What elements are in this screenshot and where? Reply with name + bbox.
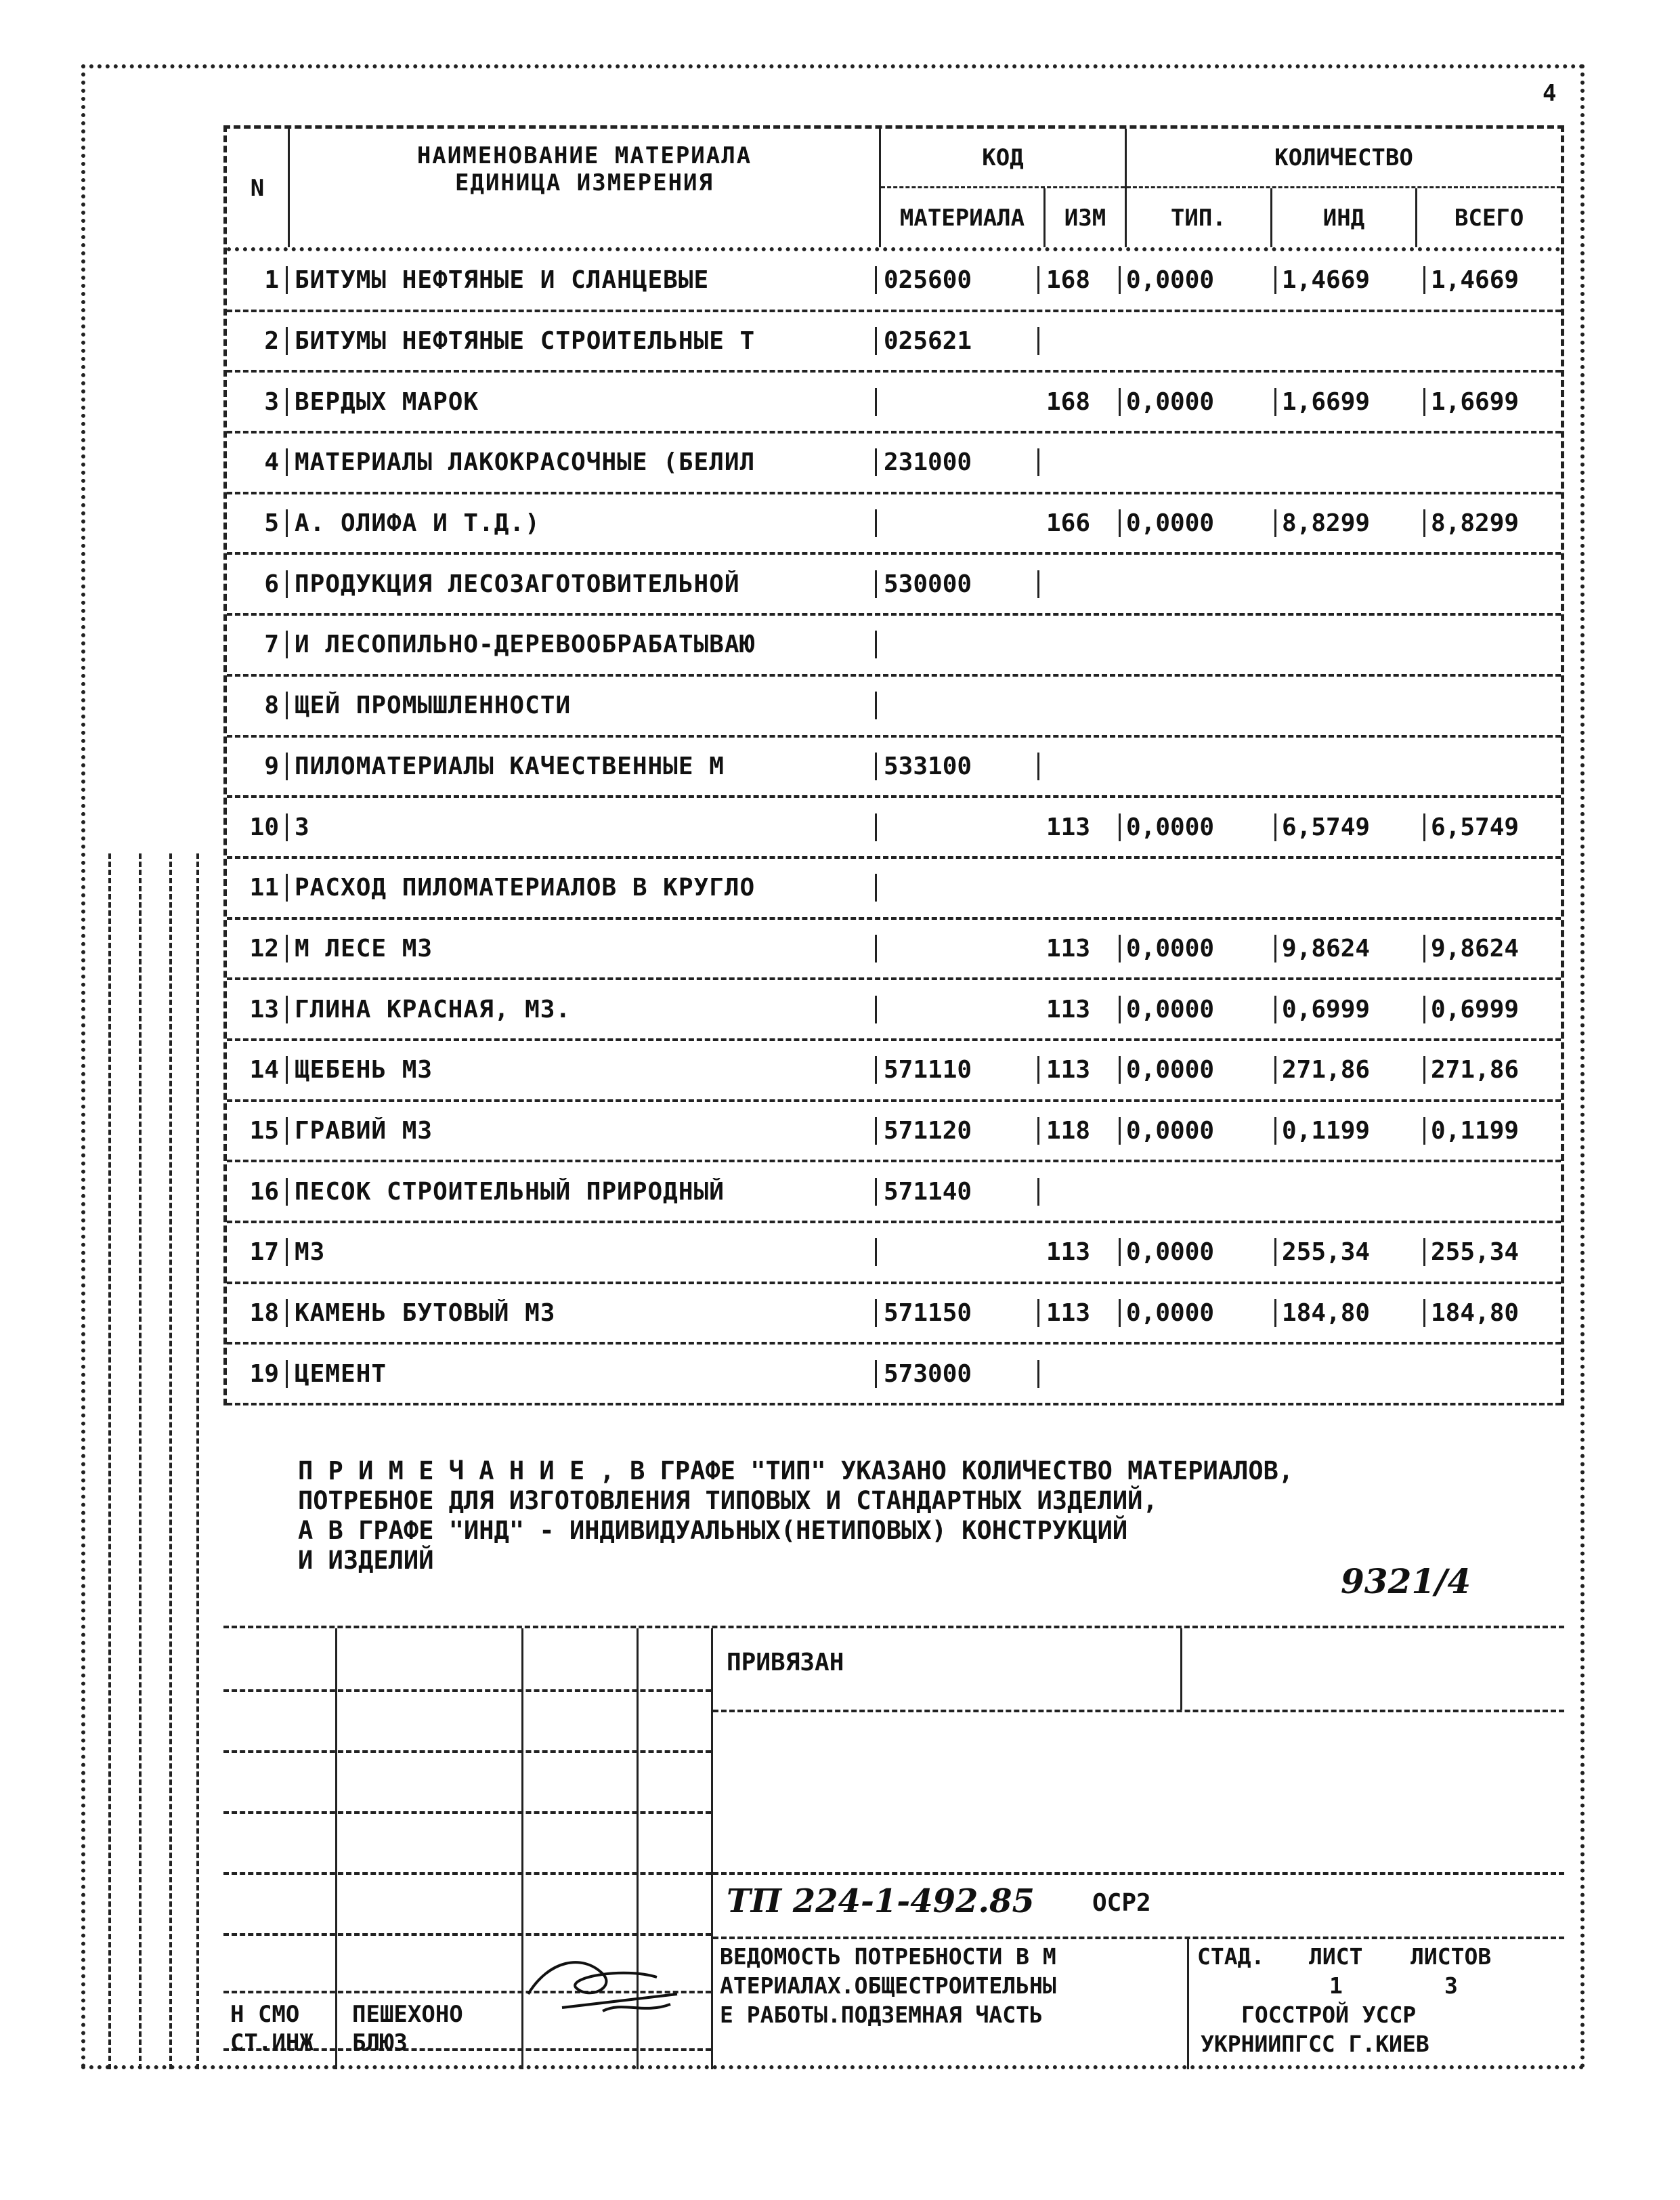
header-quantity-title: КОЛИЧЕСТВО xyxy=(1127,129,1561,188)
material-name: ЩЕБЕНЬ М3 xyxy=(288,1056,877,1084)
qty-type: 0,0000 xyxy=(1121,935,1276,962)
material-name: ГЛИНА КРАСНАЯ, М3. xyxy=(288,996,877,1023)
header-code xyxy=(881,129,1127,247)
qty-ind: 184,80 xyxy=(1276,1299,1425,1327)
row-number: 7 xyxy=(227,631,288,658)
header-code-material: МАТЕРИАЛА xyxy=(881,188,1046,247)
material-name: ПРОДУКЦИЯ ЛЕСОЗАГОТОВИТЕЛЬНОЙ xyxy=(288,570,877,598)
row-number: 15 xyxy=(227,1117,288,1145)
material-name: КАМЕНЬ БУТОВЫЙ М3 xyxy=(288,1299,877,1327)
signature-grid xyxy=(223,1628,711,2069)
material-code: 231000 xyxy=(877,448,1039,476)
qty-type: 0,0000 xyxy=(1121,1056,1276,1084)
stamp-number: 9321/4 xyxy=(1341,1561,1471,1601)
material-code: 025600 xyxy=(877,266,1039,294)
row-number: 14 xyxy=(227,1056,288,1084)
qty-ind: 8,8299 xyxy=(1276,509,1425,537)
header-qty-ind: ИНД xyxy=(1272,188,1418,247)
qty-total: 6,5749 xyxy=(1431,813,1520,841)
material-code: 025621 xyxy=(877,327,1039,355)
row-number: 17 xyxy=(227,1238,288,1266)
org-line-1: ГОССТРОЙ УССР xyxy=(1241,2002,1417,2028)
qty-type: 0,0000 xyxy=(1121,509,1276,537)
note-block xyxy=(298,1456,1517,1575)
unit-code: 113 xyxy=(1039,935,1121,962)
note-line: И ИЗДЕЛИЙ xyxy=(298,1546,434,1575)
qty-type: 0,0000 xyxy=(1121,813,1276,841)
header-name-line2: ЕДИНИЦА ИЗМЕРЕНИЯ xyxy=(455,169,714,196)
qty-type: 0,0000 xyxy=(1121,996,1276,1023)
table-row xyxy=(227,1223,1561,1284)
table-row xyxy=(227,373,1561,433)
table-row xyxy=(227,1041,1561,1102)
note-line: ПОТРЕБНОЕ ДЛЯ ИЗГОТОВЛЕНИЯ ТИПОВЫХ И СТАНДАРТНЫХ ИЗДЕЛИЙ, xyxy=(298,1486,1158,1515)
material-code: 533100 xyxy=(877,753,1039,780)
material-name: ЩЕЙ ПРОМЫШЛЕННОСТИ xyxy=(288,692,877,719)
doc-title-2: АТЕРИАЛАХ.ОБЩЕСТРОИТЕЛЬНЫ xyxy=(720,1972,1056,1999)
table-row xyxy=(227,1284,1561,1345)
note-line: А В ГРАФЕ "ИНД" - ИНДИВИДУАЛЬНЫХ(НЕТИПОВЫХ) КОНСТРУКЦИЙ xyxy=(298,1516,1128,1545)
sheet-value: 1 xyxy=(1329,1972,1343,1999)
material-name: М3 xyxy=(288,1238,877,1266)
qty-total: 1,4669 xyxy=(1431,266,1520,295)
qty-ind: 0,1199 xyxy=(1276,1117,1425,1145)
unit-code: 168 xyxy=(1039,266,1121,294)
row-number: 2 xyxy=(227,327,288,355)
table-row xyxy=(227,312,1561,373)
table-body xyxy=(227,251,1561,1405)
material-name: М ЛЕСЕ М3 xyxy=(288,935,877,962)
qty-type: 0,0000 xyxy=(1121,1238,1276,1266)
doc-title-3: Е РАБОТЫ.ПОДЗЕМНАЯ ЧАСТЬ xyxy=(720,2002,1043,2028)
sheet-number: 4 xyxy=(1543,80,1557,107)
qty-ind: 9,8624 xyxy=(1276,935,1425,962)
row-number: 9 xyxy=(227,753,288,780)
row-number: 19 xyxy=(227,1360,288,1388)
qty-type: 0,0000 xyxy=(1121,388,1276,416)
table-row xyxy=(227,251,1561,312)
row-number: 12 xyxy=(227,935,288,962)
left-binding-columns xyxy=(88,853,223,2069)
title-block-right xyxy=(711,1628,1564,2069)
handwritten-signature xyxy=(521,1947,684,2021)
material-code: 571150 xyxy=(877,1299,1039,1327)
unit-code: 113 xyxy=(1039,1056,1121,1084)
qty-ind: 271,86 xyxy=(1276,1056,1425,1084)
row-number: 6 xyxy=(227,570,288,598)
material-name: ПИЛОМАТЕРИАЛЫ КАЧЕСТВЕННЫЕ М xyxy=(288,753,877,780)
table-row xyxy=(227,920,1561,981)
material-name: ВЕРДЫХ МАРОК xyxy=(288,388,877,416)
stage-label: СТАД. xyxy=(1197,1943,1265,1970)
qty-ind: 255,34 xyxy=(1276,1238,1425,1266)
table-row xyxy=(227,1162,1561,1223)
row-number: 18 xyxy=(227,1299,288,1327)
signer1-role: Н СМО xyxy=(230,2001,300,2028)
table-row xyxy=(227,677,1561,738)
unit-code: 166 xyxy=(1039,509,1121,537)
table-row xyxy=(227,1345,1561,1405)
signer2-name: БЛЮЗ xyxy=(352,2029,408,2056)
table-row xyxy=(227,1102,1561,1163)
unit-code: 118 xyxy=(1039,1117,1121,1145)
material-code: 571140 xyxy=(877,1178,1039,1206)
doc-title-1: ВЕДОМОСТЬ ПОТРЕБНОСТИ В М xyxy=(720,1943,1056,1970)
header-quantity xyxy=(1127,129,1561,247)
project-code: ТП 224-1-492.85 xyxy=(727,1882,1035,1920)
unit-code: 113 xyxy=(1039,1238,1121,1266)
qty-total: 184,80 xyxy=(1431,1299,1520,1328)
header-qty-total: ВСЕГО xyxy=(1455,204,1524,232)
tied-label: ПРИВЯЗАН xyxy=(727,1649,844,1676)
table-row xyxy=(227,494,1561,555)
material-code: 530000 xyxy=(877,570,1039,598)
qty-type: 0,0000 xyxy=(1121,266,1276,294)
qty-total: 8,8299 xyxy=(1431,509,1520,538)
material-name: БИТУМЫ НЕФТЯНЫЕ СТРОИТЕЛЬНЫЕ Т xyxy=(288,327,877,355)
material-name: ЦЕМЕНТ xyxy=(288,1360,877,1388)
note-line: П Р И М Е Ч А Н И Е , В ГРАФЕ "ТИП" УКАЗАНО КОЛИЧЕСТВО МАТЕРИАЛОВ, xyxy=(298,1456,1294,1485)
materials-table xyxy=(223,125,1564,1405)
table-header xyxy=(227,129,1561,251)
table-row xyxy=(227,433,1561,494)
material-name: 3 xyxy=(288,813,877,841)
material-name: И ЛЕСОПИЛЬНО-ДЕРЕВООБРАБАТЫВАЮ xyxy=(288,631,877,658)
header-num: N xyxy=(227,129,290,247)
row-number: 5 xyxy=(227,509,288,537)
row-number: 4 xyxy=(227,448,288,476)
material-name: ГРАВИЙ М3 xyxy=(288,1117,877,1145)
qty-total: 1,6699 xyxy=(1431,387,1520,416)
row-number: 13 xyxy=(227,996,288,1023)
unit-code: 168 xyxy=(1039,388,1121,416)
qty-ind: 0,6999 xyxy=(1276,996,1425,1023)
row-number: 8 xyxy=(227,692,288,719)
qty-total: 255,34 xyxy=(1431,1238,1520,1267)
qty-total: 0,6999 xyxy=(1431,995,1520,1023)
material-code: 571120 xyxy=(877,1117,1039,1145)
header-code-title: КОД xyxy=(881,129,1125,188)
material-name: РАСХОД ПИЛОМАТЕРИАЛОВ В КРУГЛО xyxy=(288,874,877,902)
qty-ind: 1,6699 xyxy=(1276,388,1425,416)
row-number: 3 xyxy=(227,388,288,416)
sheet-label: ЛИСТ xyxy=(1309,1943,1363,1970)
table-row xyxy=(227,980,1561,1041)
header-code-unit: ИЗМ xyxy=(1064,204,1106,232)
sheets-value: 3 xyxy=(1444,1972,1458,1999)
header-qty-type: ТИП. xyxy=(1127,188,1272,247)
signer1-name: ПЕШЕХОНО xyxy=(352,2001,463,2028)
qty-total: 0,1199 xyxy=(1431,1116,1520,1145)
row-number: 16 xyxy=(227,1178,288,1206)
org-line-2: УКРНИИПГСС Г.КИЕВ xyxy=(1201,2031,1429,2057)
header-name xyxy=(290,129,881,247)
material-code: 571110 xyxy=(877,1056,1039,1084)
sheets-label: ЛИСТОВ xyxy=(1410,1943,1492,1970)
table-row xyxy=(227,738,1561,799)
qty-total: 9,8624 xyxy=(1431,934,1520,962)
material-name: БИТУМЫ НЕФТЯНЫЕ И СЛАНЦЕВЫЕ xyxy=(288,266,877,294)
row-number: 1 xyxy=(227,266,288,294)
unit-code: 113 xyxy=(1039,996,1121,1023)
row-number: 11 xyxy=(227,874,288,902)
material-name: А. ОЛИФА И Т.Д.) xyxy=(288,509,877,537)
signer2-role: СТ.ИНЖ xyxy=(230,2029,314,2056)
section-code: ОСР2 xyxy=(1092,1889,1151,1917)
material-name: ПЕСОК СТРОИТЕЛЬНЫЙ ПРИРОДНЫЙ xyxy=(288,1178,877,1206)
row-number: 10 xyxy=(227,813,288,841)
material-code: 573000 xyxy=(877,1360,1039,1388)
qty-ind: 6,5749 xyxy=(1276,813,1425,841)
unit-code: 113 xyxy=(1039,1299,1121,1327)
table-row xyxy=(227,555,1561,616)
qty-total: 271,86 xyxy=(1431,1056,1520,1084)
qty-ind: 1,4669 xyxy=(1276,266,1425,294)
qty-type: 0,0000 xyxy=(1121,1117,1276,1145)
table-row xyxy=(227,859,1561,920)
table-row xyxy=(227,616,1561,677)
header-name-line1: НАИМЕНОВАНИЕ МАТЕРИАЛА xyxy=(416,142,752,169)
unit-code: 113 xyxy=(1039,813,1121,841)
table-row xyxy=(227,798,1561,859)
material-name: МАТЕРИАЛЫ ЛАКОКРАСОЧНЫЕ (БЕЛИЛ xyxy=(288,448,877,476)
title-block xyxy=(223,1626,1564,2069)
qty-type: 0,0000 xyxy=(1121,1299,1276,1327)
